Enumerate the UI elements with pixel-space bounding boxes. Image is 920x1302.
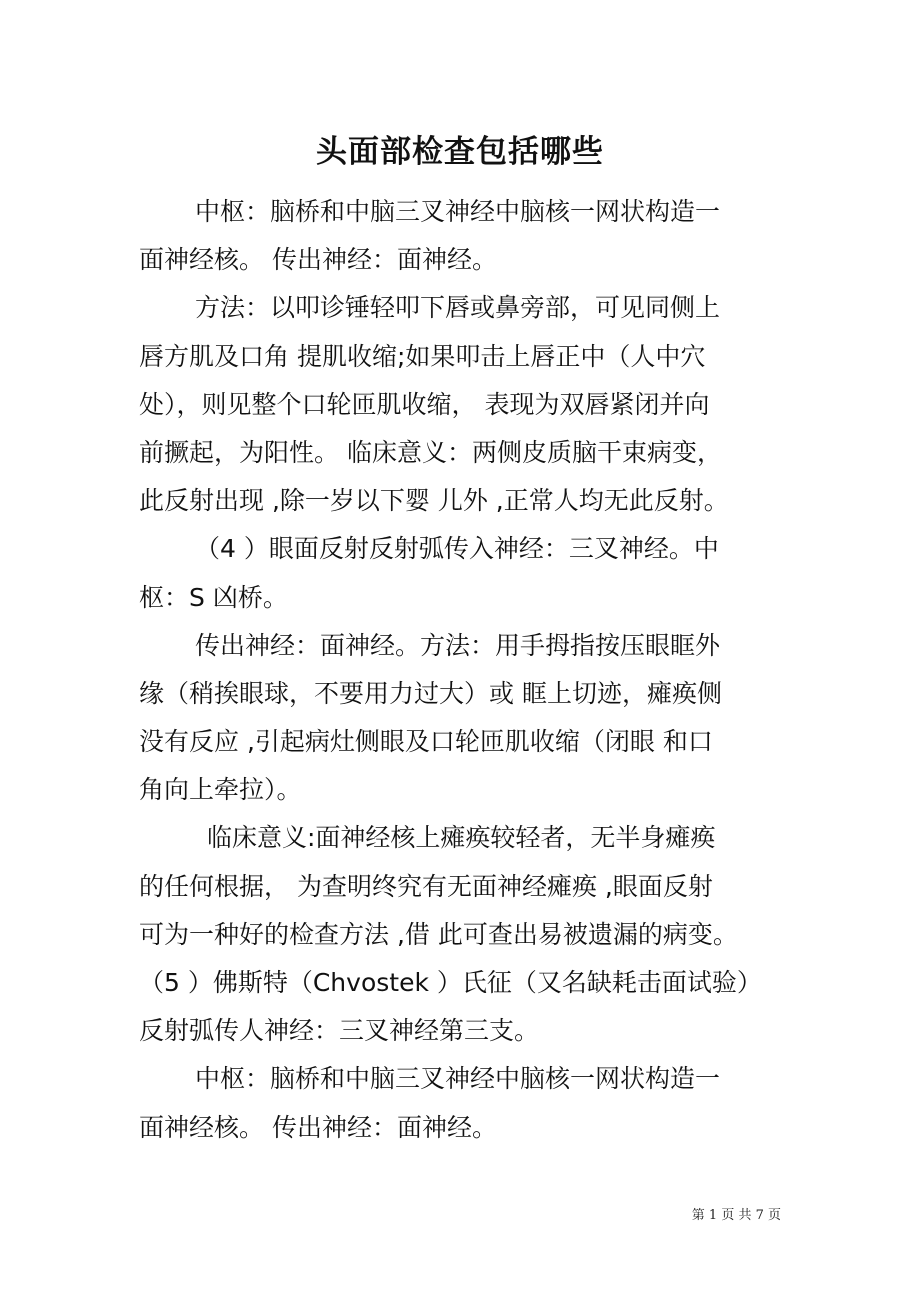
document-title: 头面部检查包括哪些 bbox=[316, 134, 604, 170]
text-line: 面神经核。 传出神经：面神经。 bbox=[139, 1112, 497, 1142]
page-number-footer: 第 1 页 共 7 页 bbox=[691, 1208, 781, 1223]
text-line: 处），则见整个口轮匝肌收缩， 表现为双唇紧闭并向 bbox=[139, 389, 710, 419]
text-line: 中枢：脑桥和中脑三叉神经中脑核一网状构造一 bbox=[195, 1064, 721, 1094]
text-line: 此反射出现 ,除一岁以下婴 儿外 ,正常人均无此反射。 bbox=[139, 486, 729, 516]
text-line: 角向上牵拉）。 bbox=[139, 775, 302, 805]
text-line: 方法：以叩诊锤轻叩下唇或鼻旁部，可见同侧上 bbox=[195, 293, 721, 323]
text-line: 的任何根据， 为查明终究有无面神经瘫痪 ,眼面反射 bbox=[139, 871, 713, 901]
text-line: 传出神经：面神经。方法：用手拇指按压眼眶外 bbox=[195, 630, 721, 660]
text-line: （4 ）眼面反射反射弧传入神经：三叉神经。中 bbox=[195, 534, 719, 564]
text-line: 没有反应 ,引起病灶侧眼及口轮匝肌收缩（闭眼 和口 bbox=[139, 727, 713, 757]
text-line: 缘（稍挨眼球，不要用力过大）或 眶上切迹，瘫痪侧 bbox=[139, 678, 722, 708]
text-line: 反射弧传人神经：三叉神经第三支。 bbox=[139, 1016, 540, 1046]
text-line: 可为一种好的检查方法 ,借 此可查出易被遗漏的病变。 bbox=[139, 919, 738, 949]
text-line: 前撅起，为阳性。 临床意义：两侧皮质脑干束病变， bbox=[139, 437, 722, 467]
document-body bbox=[139, 188, 781, 1152]
text-line: 唇方肌及口角 提肌收缩;如果叩击上唇正中（人中穴 bbox=[139, 341, 706, 371]
text-line: （5 ）佛斯特（Chvostek ）氏征（又名缺耗击面试验） bbox=[139, 968, 762, 997]
text-line: 枢：S 凶桥。 bbox=[139, 582, 288, 612]
text-line: 临床意义:面神经核上瘫痪较轻者，无半身瘫痪 bbox=[207, 823, 716, 853]
text-line: 中枢：脑桥和中脑三叉神经中脑核一网状构造一 bbox=[195, 197, 721, 226]
text-line: 面神经核。 传出神经：面神经。 bbox=[139, 245, 497, 275]
